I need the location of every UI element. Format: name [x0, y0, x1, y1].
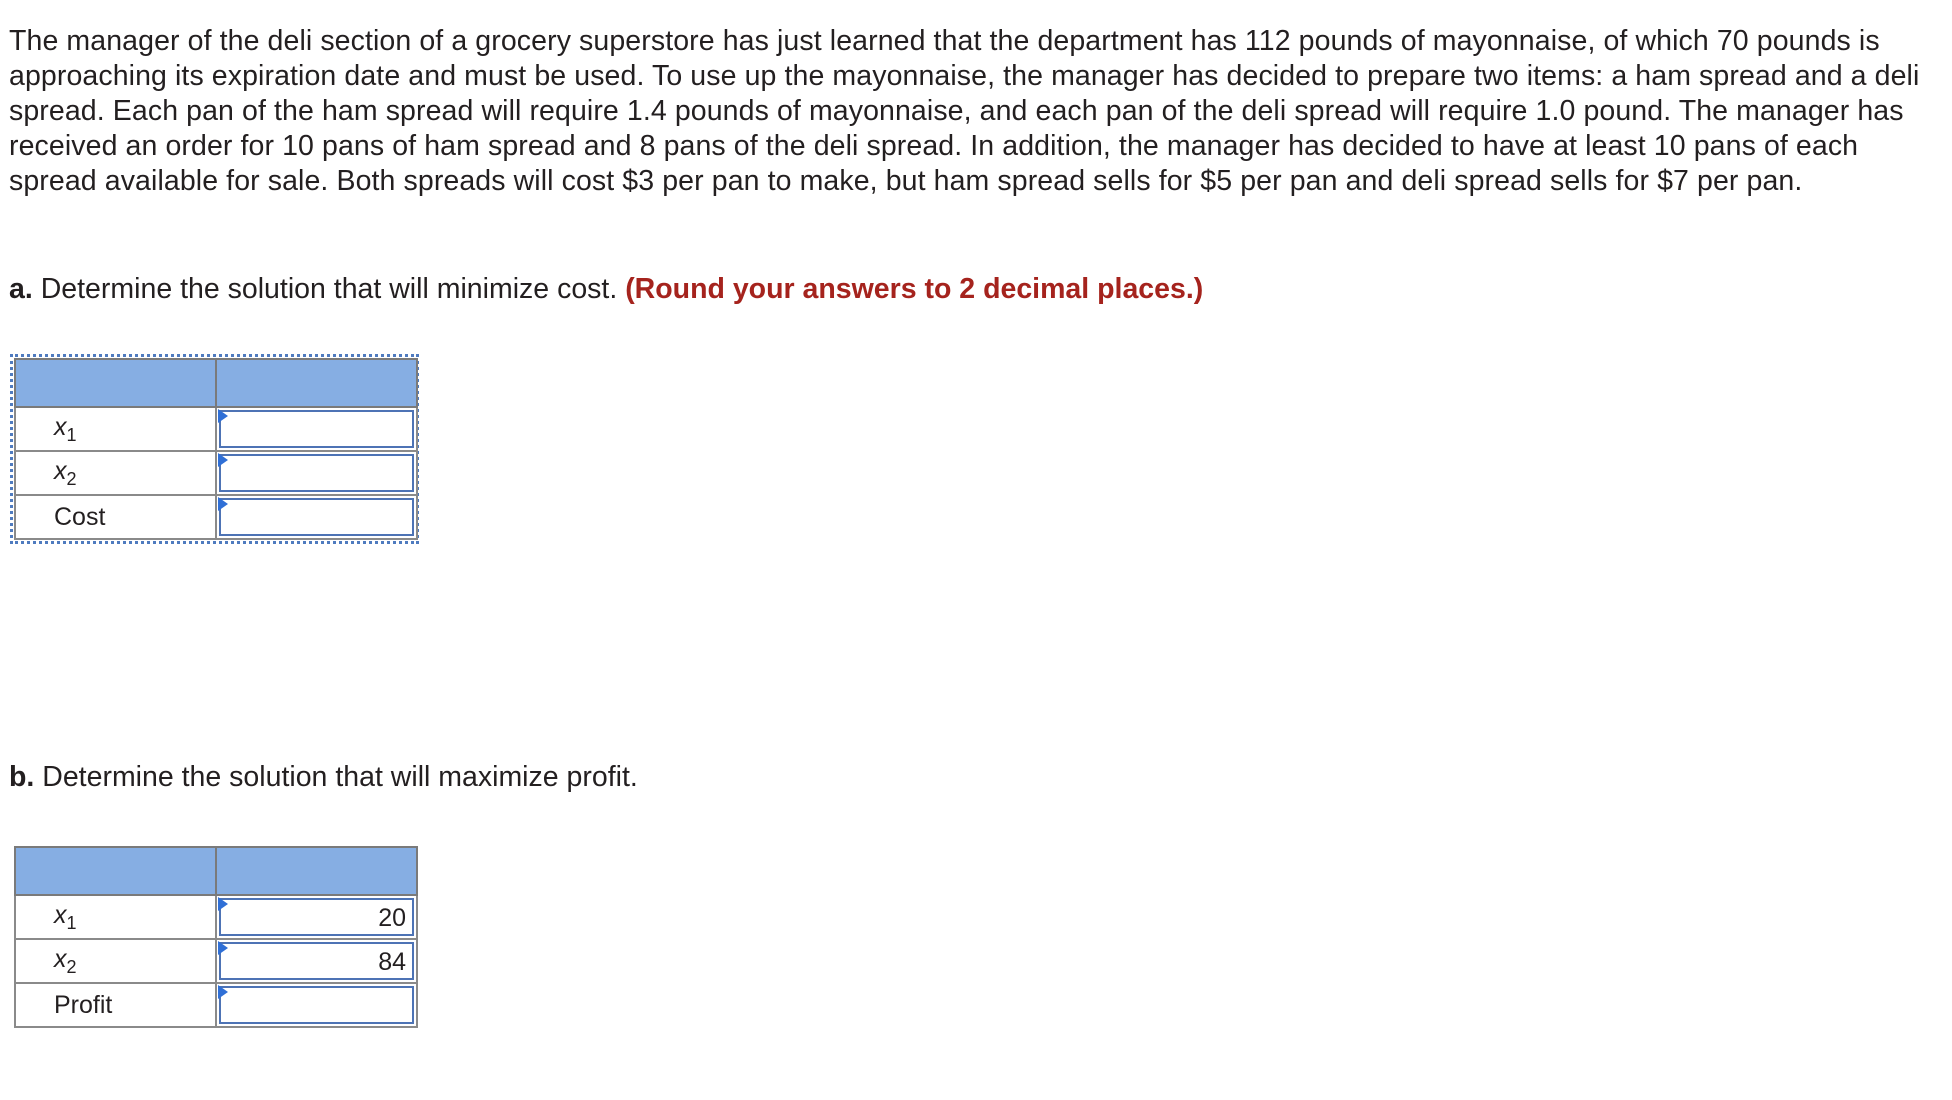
- triangle-flag-icon: [218, 985, 228, 999]
- part-b-letter: b.: [9, 761, 35, 793]
- part-a-prompt: Determine the solution that will minimize cost.: [40, 273, 618, 305]
- triangle-flag-icon: [218, 409, 228, 423]
- answer-table-a: [14, 358, 418, 540]
- x2-label: $x_2$: [15, 939, 216, 983]
- table-b-header-cell-1: [15, 847, 216, 895]
- triangle-flag-icon: [218, 941, 228, 955]
- rounding-note: (Round your answers to 2 decimal places.): [625, 273, 1204, 305]
- x1-answer-cell: [216, 407, 417, 451]
- answer-table-b: [14, 846, 418, 1028]
- problem-statement: The manager of the deli section of a grocery superstore has just learned that the department has 112 pounds of mayonnaise, of which 70 pounds is approaching its expiration date and must be used. To use up the mayonnaise, the manager has decided to prepare two items: a ham spread and a deli spread. Each pan of the ham spread will require 1.4 pounds of mayonnaise, and each pan of the deli spread will require 1.0 pound. The manager has received an order for 10 pans of ham spread and 8 pans of the deli spread. In addition, the manager has decided to have at least 10 pans of each spread available for sale. Both spreads will cost $3 per pan to make, but ham spread sells for $5 per pan and deli spread sells for $7 per pan.: [9, 25, 1920, 197]
- x2-max-profit-input[interactable]: 84: [219, 942, 414, 980]
- x1-min-cost-input[interactable]: [219, 410, 414, 448]
- x1-label: $x_1$: [15, 895, 216, 939]
- x2-answer-cell: [216, 451, 417, 495]
- table-b-header-row: [15, 847, 417, 895]
- table-row: [15, 407, 417, 451]
- table-a-header-cell-2: [216, 359, 417, 407]
- part-b-heading: [9, 760, 638, 795]
- table-row: [15, 895, 417, 939]
- table-row: [15, 495, 417, 539]
- profit-label: Profit: [15, 983, 216, 1027]
- cost-answer-cell: [216, 495, 417, 539]
- x2-label: $x_2$: [15, 451, 216, 495]
- x2-answer-cell: [216, 939, 417, 983]
- table-b-header-cell-2: [216, 847, 417, 895]
- triangle-flag-icon: [218, 897, 228, 911]
- x2-min-cost-input[interactable]: [219, 454, 414, 492]
- part-a-heading: [9, 272, 1203, 307]
- profit-input[interactable]: [219, 986, 414, 1024]
- cost-label: Cost: [15, 495, 216, 539]
- x1-answer-cell: [216, 895, 417, 939]
- triangle-flag-icon: [218, 453, 228, 467]
- x1-label: $x_1$: [15, 407, 216, 451]
- part-a-letter: a.: [9, 273, 33, 305]
- part-b-prompt: Determine the solution that will maximize profit.: [42, 761, 638, 793]
- table-row: [15, 451, 417, 495]
- x1-max-profit-input[interactable]: 20: [219, 898, 414, 936]
- triangle-flag-icon: [218, 497, 228, 511]
- profit-answer-cell: [216, 983, 417, 1027]
- table-row: [15, 983, 417, 1027]
- table-row: [15, 939, 417, 983]
- table-a-header-cell-1: [15, 359, 216, 407]
- cost-input[interactable]: [219, 498, 414, 536]
- table-a-header-row: [15, 359, 417, 407]
